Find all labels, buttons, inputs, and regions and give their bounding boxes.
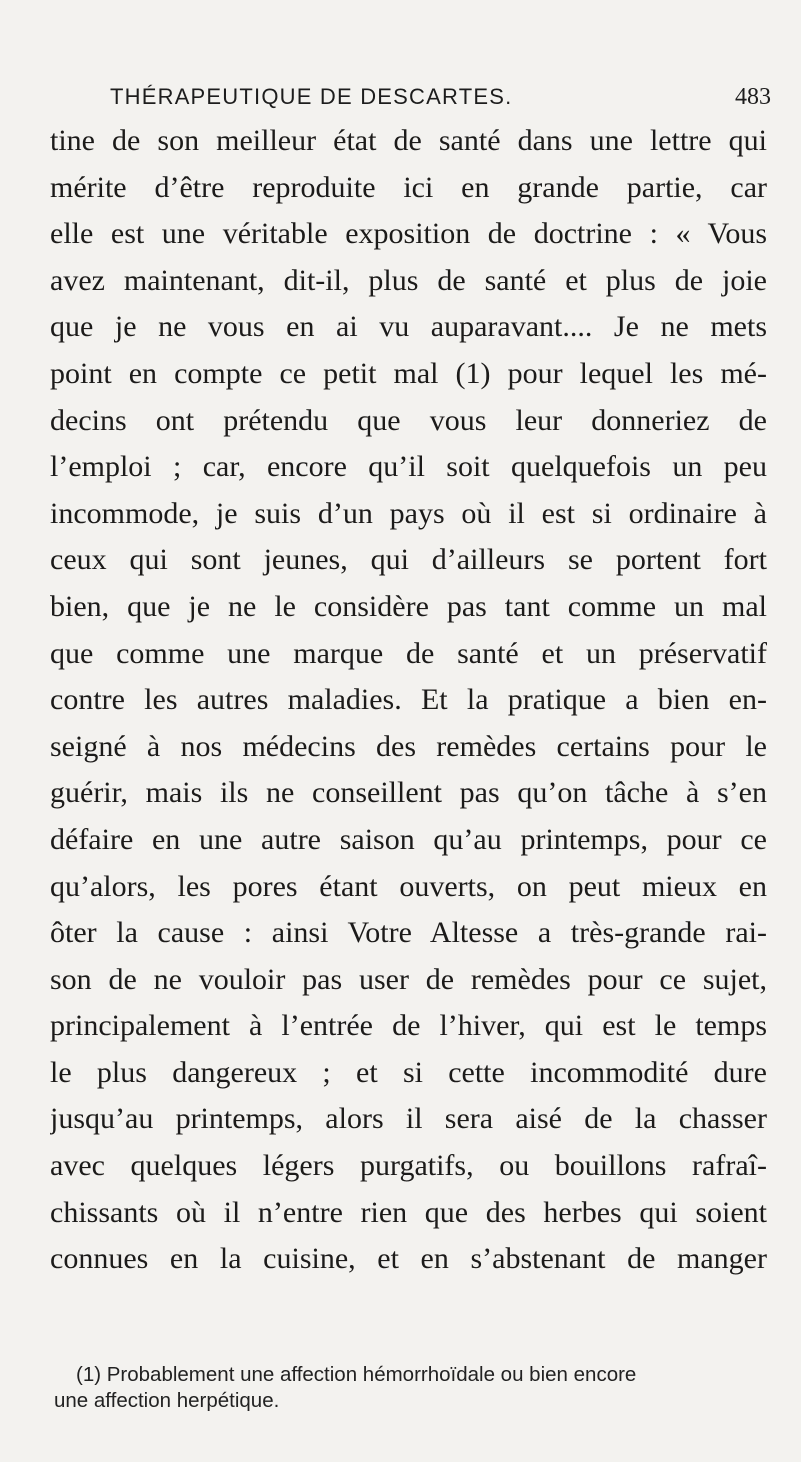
- text-line: bien, que je ne le considère pas tant comme un mal: [50, 589, 767, 623]
- text-line: ceux qui sont jeunes, qui d’ailleurs se portent fort: [50, 543, 767, 577]
- text-line: elle est une véritable exposition de doctrine : « Vous: [50, 217, 767, 251]
- text-line: guérir, mais ils ne conseillent pas qu’on tâche à s’en: [50, 776, 767, 810]
- page-number: 483: [735, 84, 771, 110]
- text-line: son de ne vouloir pas user de remèdes pour ce sujet,: [50, 962, 767, 996]
- text-line: qu’alors, les pores étant ouverts, on peut mieux en: [50, 869, 767, 903]
- text-line: connues en la cuisine, et en s’abstenant de manger: [50, 1242, 767, 1276]
- text-line: tine de son meilleur état de santé dans une lettre qui: [50, 124, 767, 157]
- text-line: l’emploi ; car, encore qu’il soit quelquefois un peu: [50, 450, 767, 484]
- text-line: défaire en une autre saison qu’au printemps, pour ce: [50, 822, 767, 856]
- text-line: jusqu’au printemps, alors il sera aisé de la chasser: [50, 1102, 767, 1136]
- text-line: ôter la cause : ainsi Votre Altesse a très-grande rai-: [50, 916, 767, 950]
- running-head: [110, 84, 771, 114]
- footnote-line: (1) Probablement une affection hémorrhoïdale ou bien encore: [76, 1363, 637, 1386]
- running-title: THÉRAPEUTIQUE DE DESCARTES.: [110, 84, 513, 109]
- text-line: principalement à l’entrée de l’hiver, qui est le temps: [50, 1009, 767, 1043]
- text-line: avec quelques légers purgatifs, ou bouillons rafraî-: [50, 1149, 767, 1183]
- text-line: que comme une marque de santé et un préservatif: [50, 636, 767, 670]
- text-line: seigné à nos médecins des remèdes certains pour le: [50, 729, 767, 763]
- text-line: mérite d’être reproduite ici en grande partie, car: [50, 170, 767, 204]
- text-line: decins ont prétendu que vous leur donneriez de: [50, 403, 767, 437]
- text-line: avez maintenant, dit-il, plus de santé et plus de joie: [50, 263, 767, 297]
- text-line: incommode, je suis d’un pays où il est si ordinaire à: [50, 496, 767, 530]
- text-line: que je ne vous en ai vu auparavant.... Je ne mets: [50, 310, 767, 344]
- text-line: chissants où il n’entre rien que des herbes qui soient: [50, 1195, 767, 1229]
- footnote-line: une affection herpétique.: [54, 1389, 280, 1412]
- text-line: point en compte ce petit mal (1) pour lequel les mé-: [50, 356, 767, 390]
- text-line: contre les autres maladies. Et la pratique a bien en-: [50, 683, 767, 717]
- body-text: [50, 118, 767, 1283]
- text-line: le plus dangereux ; et si cette incommodité dure: [50, 1055, 767, 1089]
- footnotes: [54, 1362, 764, 1414]
